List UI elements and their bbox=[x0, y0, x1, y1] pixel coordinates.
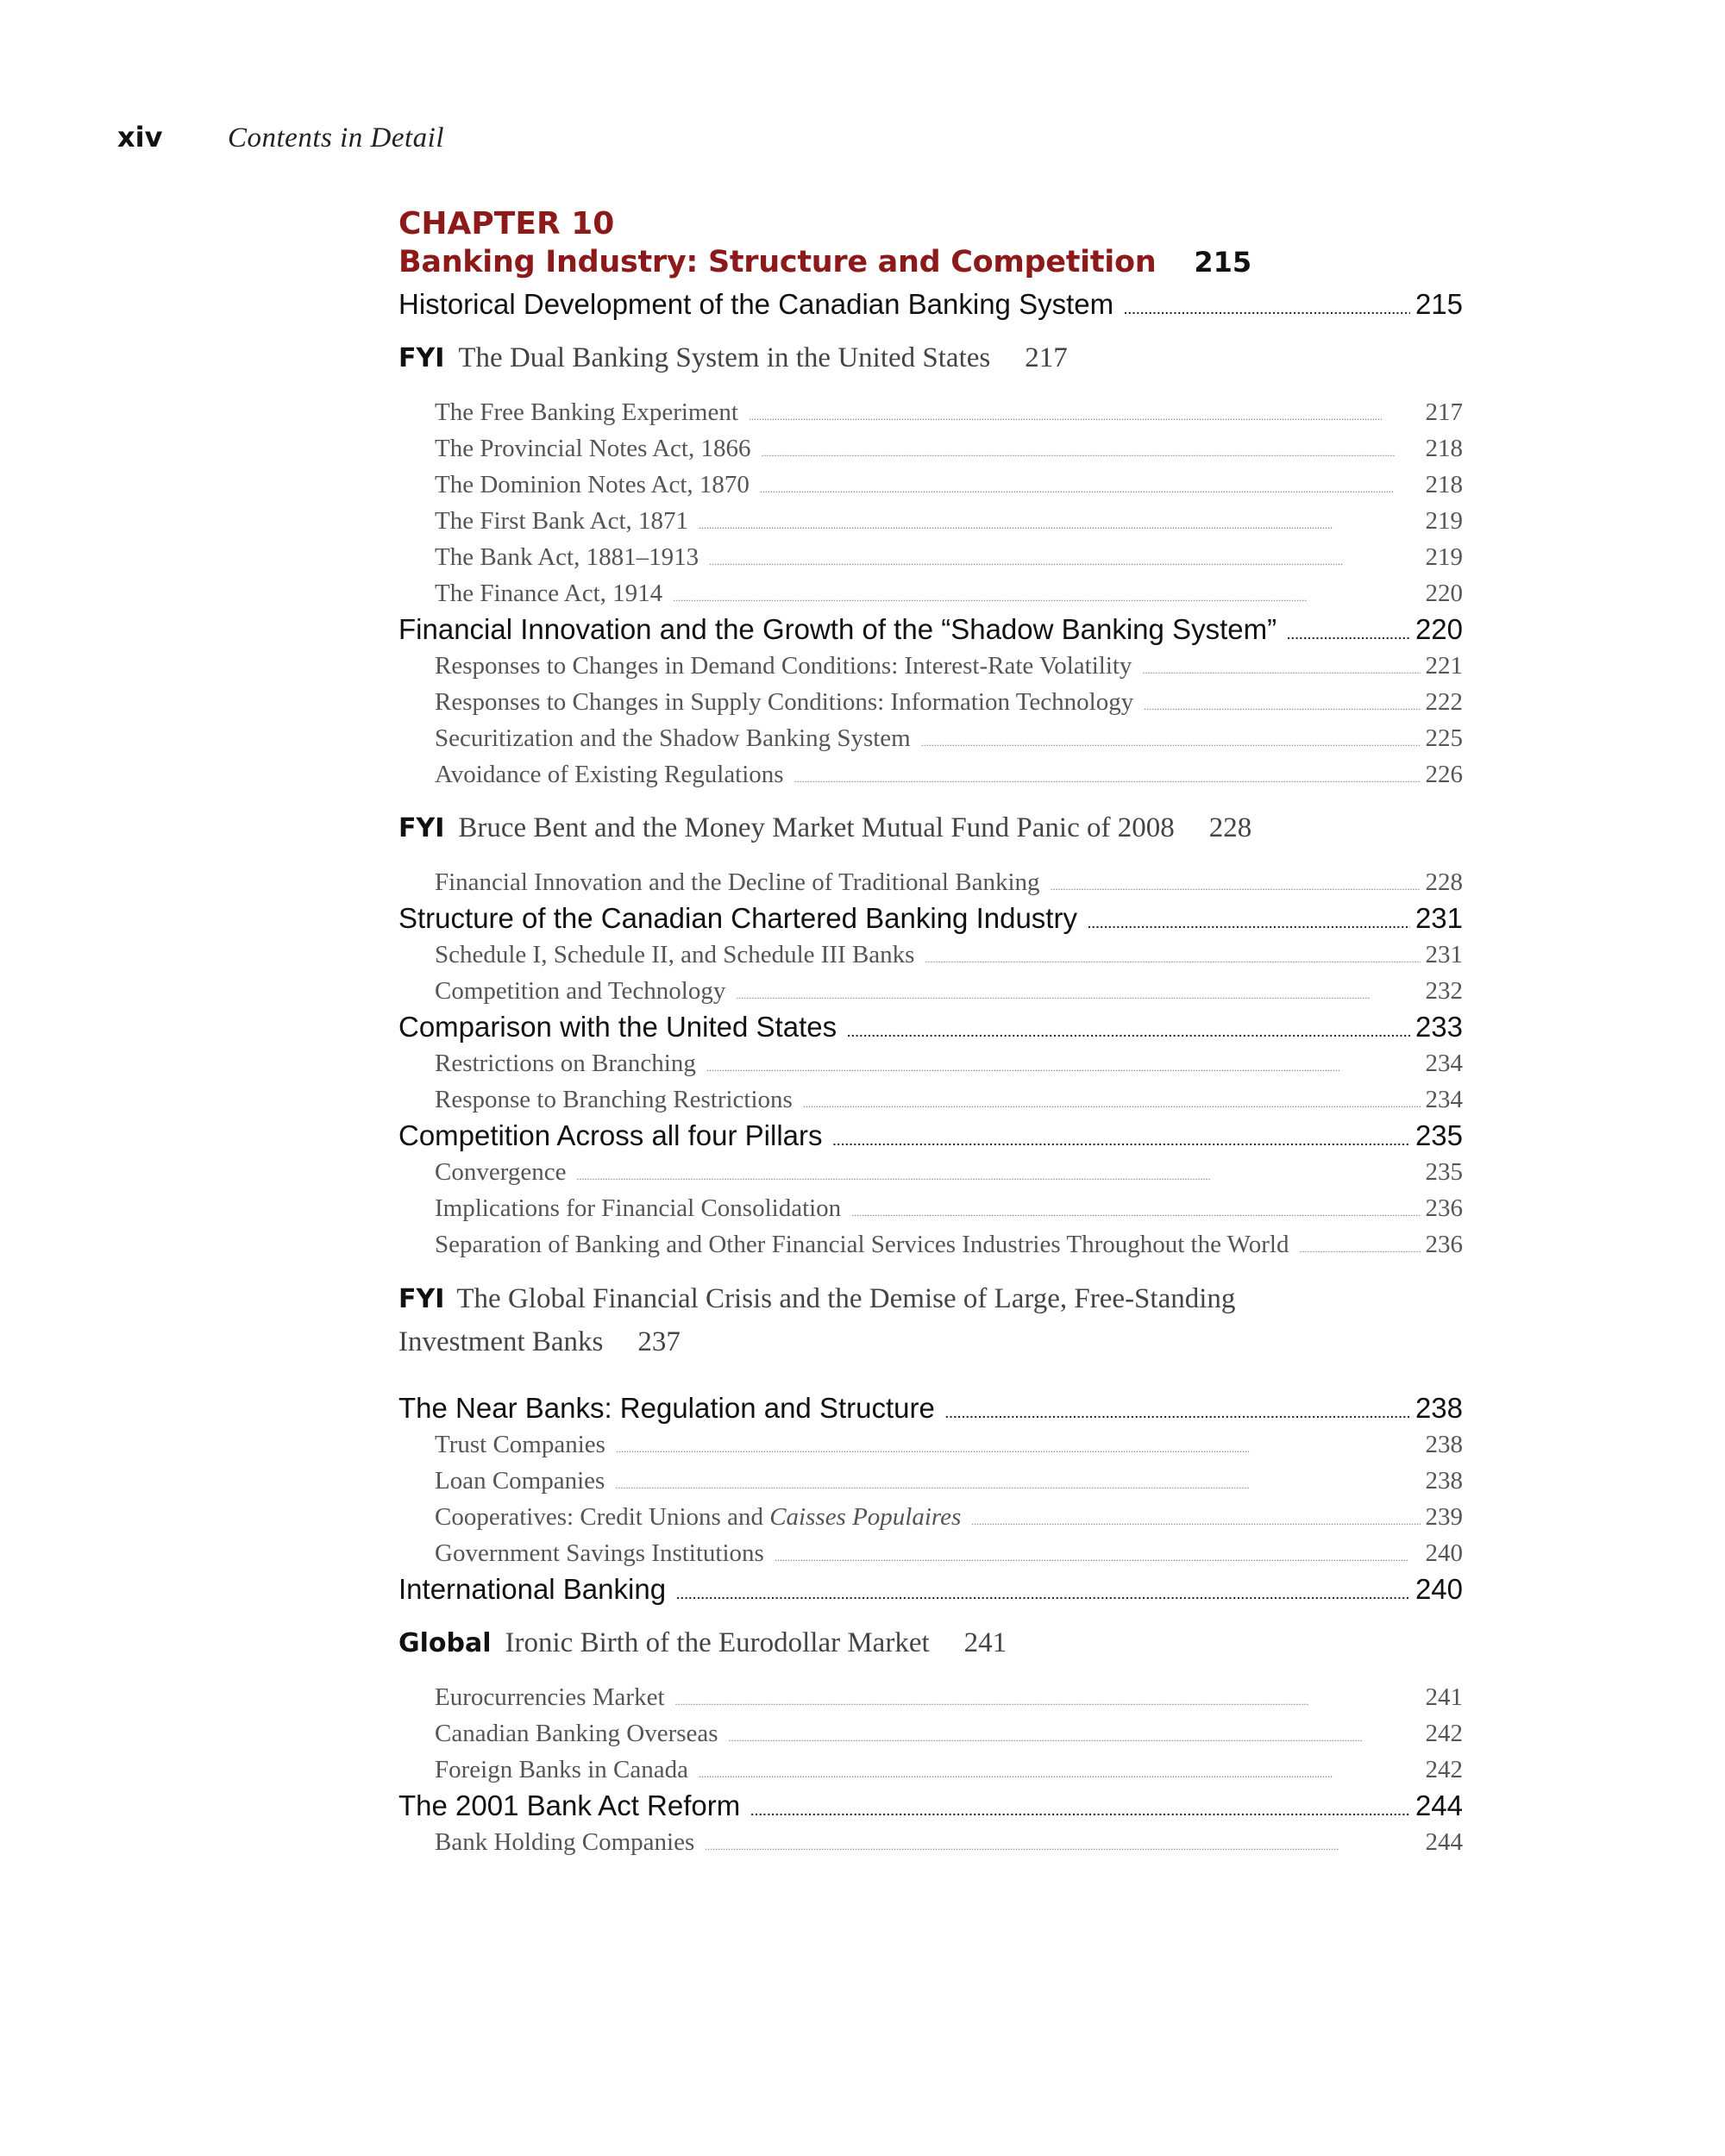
running-head bbox=[117, 121, 444, 154]
chapter-title: Banking Industry: Structure and Competition bbox=[398, 245, 1157, 279]
chapter-heading bbox=[398, 245, 1463, 286]
toc-subsection[interactable]: Avoidance of Existing Regulations . . . 226 bbox=[398, 756, 1463, 793]
toc-subsection[interactable]: The Provincial Notes Act, 1866 . . . 218 bbox=[398, 430, 1463, 467]
toc-subsection[interactable]: Loan Companies . . . 238 bbox=[398, 1463, 1463, 1499]
table-of-contents bbox=[398, 204, 1463, 1860]
toc-section[interactable]: Historical Development of the Canadian Banking System . . . 215 bbox=[398, 286, 1463, 323]
toc-subsection[interactable]: The Free Banking Experiment . . . 217 bbox=[398, 394, 1463, 430]
toc-subsection[interactable]: Separation of Banking and Other Financial Services Industries Throughout the World . . . 236 bbox=[398, 1226, 1463, 1263]
toc-subsection[interactable]: Canadian Banking Overseas . . . 242 bbox=[398, 1715, 1463, 1752]
toc-subsection[interactable]: Trust Companies . . . 238 bbox=[398, 1426, 1463, 1463]
toc-feature-box[interactable]: FYI Bruce Bent and the Money Market Mutual Fund Panic of 2008 228 bbox=[398, 810, 1463, 847]
toc-subsection[interactable]: The First Bank Act, 1871 . . . 219 bbox=[398, 503, 1463, 539]
toc-subsection[interactable]: Implications for Financial Consolidation . . . 236 bbox=[398, 1190, 1463, 1226]
toc-subsection[interactable]: Schedule I, Schedule II, and Schedule III Banks . . . 231 bbox=[398, 937, 1463, 973]
toc-subsection[interactable]: The Bank Act, 1881–1913 . . . 219 bbox=[398, 539, 1463, 575]
feature-tag: FYI bbox=[398, 343, 445, 373]
toc-subsection[interactable]: Government Savings Institutions . . . 240 bbox=[398, 1535, 1463, 1571]
feature-tag: FYI bbox=[398, 1284, 445, 1314]
running-title: Contents in Detail bbox=[228, 122, 444, 154]
toc-feature-box[interactable]: FYI The Global Financial Crisis and the Demise of Large, Free-Standing Investment Banks 237 bbox=[398, 1283, 1236, 1357]
toc-subsection[interactable]: Convergence . . . 235 bbox=[398, 1154, 1463, 1190]
toc-subsection[interactable]: Bank Holding Companies . . . 244 bbox=[398, 1824, 1463, 1860]
toc-section[interactable]: Structure of the Canadian Chartered Banking Industry . . . 231 bbox=[398, 900, 1463, 937]
feature-tag: FYI bbox=[398, 813, 445, 843]
toc-subsection[interactable]: The Dominion Notes Act, 1870 . . . 218 bbox=[398, 467, 1463, 503]
toc-subsection[interactable]: Securitization and the Shadow Banking System . . . 225 bbox=[398, 720, 1463, 756]
toc-subsection[interactable]: Responses to Changes in Demand Conditions: Interest-Rate Volatility . . . 221 bbox=[398, 648, 1463, 684]
toc-subsection[interactable]: Response to Branching Restrictions . . . 234 bbox=[398, 1081, 1463, 1118]
toc-feature-box[interactable]: Global Ironic Birth of the Eurodollar Market 241 bbox=[398, 1625, 1463, 1662]
toc-subsection[interactable]: Foreign Banks in Canada . . . 242 bbox=[398, 1752, 1463, 1788]
toc-section[interactable]: Comparison with the United States . . . 233 bbox=[398, 1009, 1463, 1045]
toc-feature-box[interactable]: FYI The Dual Banking System in the United States 217 bbox=[398, 340, 1463, 377]
toc-section[interactable]: Competition Across all four Pillars . . . 235 bbox=[398, 1118, 1463, 1154]
toc-section[interactable]: Financial Innovation and the Growth of the “Shadow Banking System” . . . 220 bbox=[398, 611, 1463, 648]
toc-subsection[interactable]: Cooperatives: Credit Unions and Caisses Populaires . . . 239 bbox=[398, 1499, 1463, 1535]
toc-subsection[interactable]: Financial Innovation and the Decline of Traditional Banking . . . 228 bbox=[398, 864, 1463, 900]
toc-section[interactable]: The Near Banks: Regulation and Structure . . . 238 bbox=[398, 1390, 1463, 1426]
page-folio: xiv bbox=[117, 121, 163, 154]
toc-section[interactable]: International Banking . . . 240 bbox=[398, 1571, 1463, 1608]
toc-subsection[interactable]: Competition and Technology . . . 232 bbox=[398, 973, 1463, 1009]
feature-tag: Global bbox=[398, 1628, 492, 1658]
toc-subsection[interactable]: Restrictions on Branching . . . 234 bbox=[398, 1045, 1463, 1081]
chapter-label: CHAPTER 10 bbox=[398, 206, 615, 241]
toc-subsection[interactable]: Responses to Changes in Supply Conditions: Information Technology . . . 222 bbox=[398, 684, 1463, 720]
toc-subsection[interactable]: Eurocurrencies Market . . . 241 bbox=[398, 1679, 1463, 1715]
toc-section[interactable]: The 2001 Bank Act Reform . . . 244 bbox=[398, 1788, 1463, 1824]
chapter-page-number: 215 bbox=[1194, 246, 1252, 279]
toc-subsection[interactable]: The Finance Act, 1914 . . . 220 bbox=[398, 575, 1463, 611]
